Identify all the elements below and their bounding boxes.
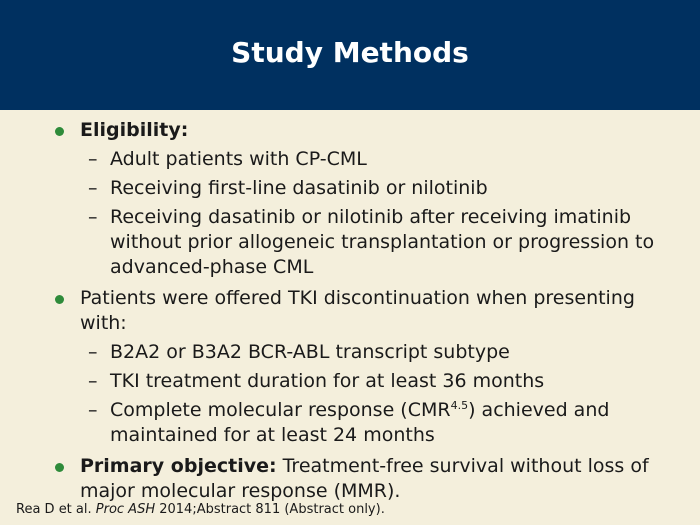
bullet-objective	[0, 454, 700, 504]
dash-icon: –	[88, 148, 98, 170]
sub-item-text: Receiving first-line dasatinib or nilotinib	[110, 177, 488, 199]
cmr-superscript: 4.5	[450, 399, 469, 412]
cmr-text-after: ) achieved and maintained for at least 24 months	[110, 399, 610, 446]
slide-title: Study Methods	[231, 35, 469, 69]
sub-item-text: B2A2 or B3A2 BCR-ABL transcript subtype	[110, 341, 510, 363]
citation-rest: 2014;Abstract 811 (Abstract only).	[155, 502, 385, 517]
cmr-text-before: Complete molecular response (CMR	[110, 399, 451, 421]
sub-item	[0, 340, 700, 365]
bullet-dot-icon	[55, 295, 64, 304]
title-bar	[0, 0, 700, 110]
citation-journal: Proc ASH	[95, 502, 156, 517]
bullet-discontinuation	[0, 286, 700, 336]
sub-item-cmr	[0, 398, 700, 448]
bullet-dot-icon	[55, 463, 64, 472]
citation-authors: Rea D et al.	[16, 502, 96, 517]
sub-item	[0, 147, 700, 172]
slide-body	[0, 118, 700, 504]
dash-icon: –	[88, 399, 98, 421]
bullet-dot-icon	[55, 127, 64, 136]
objective-label: Primary objective:	[80, 455, 277, 477]
sub-item	[0, 205, 700, 280]
eligibility-label: Eligibility:	[80, 119, 189, 141]
sub-item-text: TKI treatment duration for at least 36 months	[110, 370, 545, 392]
dash-icon: –	[88, 206, 98, 228]
dash-icon: –	[88, 341, 98, 363]
discontinuation-text: Patients were offered TKI discontinuation when presenting with:	[80, 287, 635, 334]
dash-icon: –	[88, 370, 98, 392]
citation	[16, 502, 385, 517]
sub-item-text: Adult patients with CP-CML	[110, 148, 367, 170]
sub-item	[0, 369, 700, 394]
bullet-eligibility	[0, 118, 700, 143]
sub-item	[0, 176, 700, 201]
objective-text: Treatment-free survival without loss of major molecular response (MMR).	[80, 455, 649, 502]
sub-item-text: Receiving dasatinib or nilotinib after receiving imatinib without prior allogeneic transplantation or progression to advanced-phase CML	[110, 206, 655, 278]
dash-icon: –	[88, 177, 98, 199]
